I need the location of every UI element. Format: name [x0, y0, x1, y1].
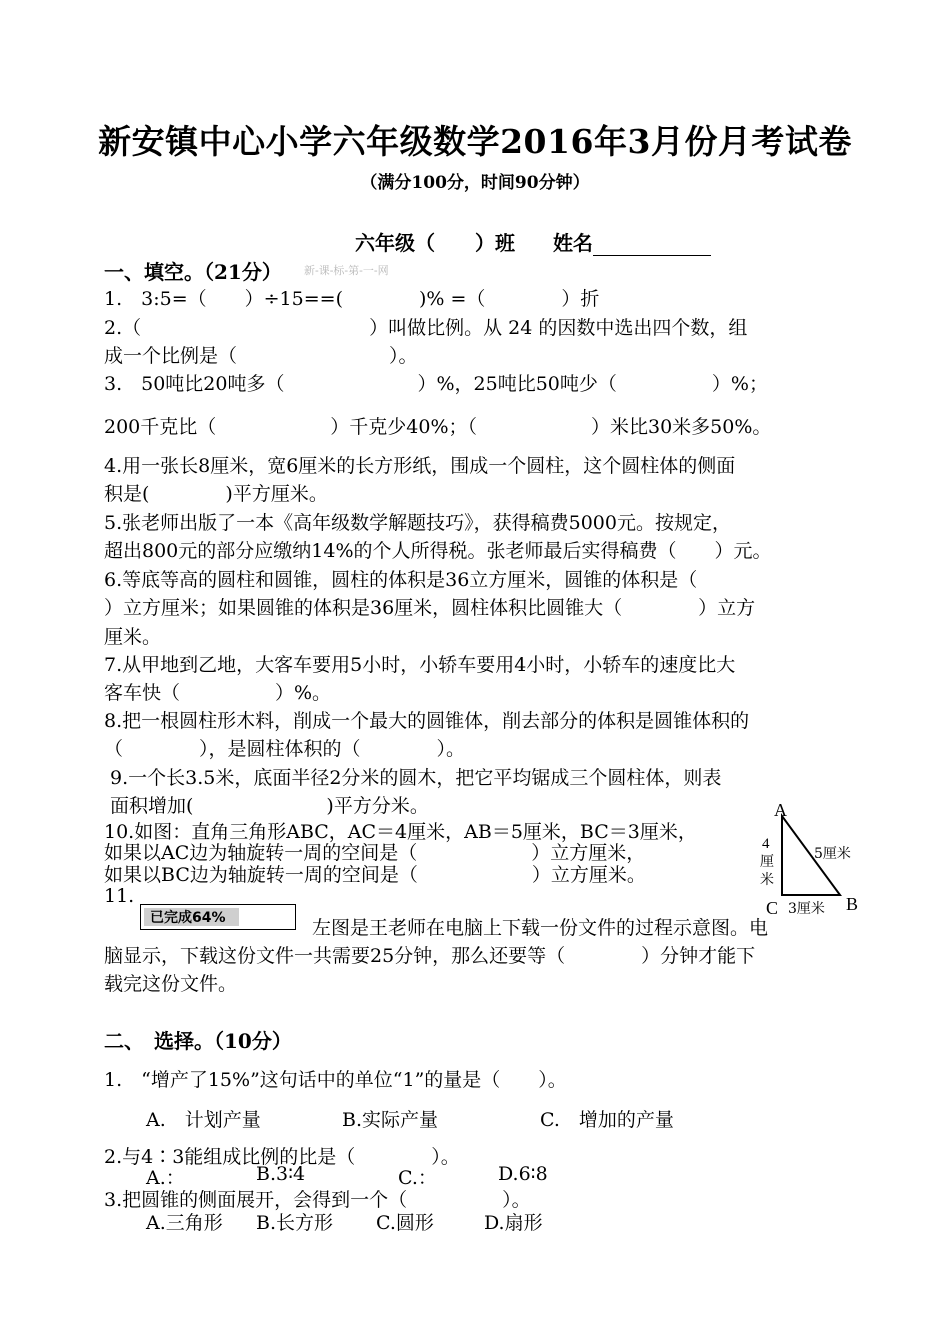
q3-option-c: C.圆形: [376, 1212, 434, 1234]
question-7-line-1: 7.从甲地到乙地，大客车要用5小时，小轿车要用4小时，小轿车的速度比大: [104, 654, 736, 676]
section-2-heading: 二、 选择。（10分）: [104, 1029, 292, 1053]
question-6-line-1: 6.等底等高的圆柱和圆锥，圆柱的体积是36立方厘米，圆锥的体积是（: [104, 569, 698, 591]
question-10-line-3: 如果以BC边为轴旋转一周的空间是（ ）立方厘米。: [104, 864, 646, 886]
question-6-line-2: ）立方厘米；如果圆锥的体积是36厘米，圆柱体积比圆锥大（ ）立方: [104, 597, 756, 619]
download-progress-bar: [140, 904, 296, 930]
question-11-line-1: 左图是王老师在电脑上下载一份文件的过程示意图。电: [312, 917, 769, 939]
class-field: [355, 227, 711, 256]
q2-option-b: B.3∶4: [256, 1163, 306, 1185]
section-1-heading: 一、填空。（21分）: [104, 260, 282, 284]
q2-option-d: D.6∶8: [498, 1163, 548, 1185]
side-ac-unit-2: 米: [760, 872, 774, 888]
q2-option-c: C.：: [398, 1167, 437, 1189]
question-7-line-2: 客车快（ ）%。: [104, 682, 332, 704]
question-6-line-3: 厘米。: [104, 626, 162, 648]
question-10-line-1: 10.如图：直角三角形ABC，AC＝4厘米，AB＝5厘米，BC＝3厘米，: [104, 821, 697, 843]
vertex-a-label: A: [774, 800, 787, 820]
side-ab-label: 5厘米: [814, 846, 851, 862]
q1-option-b: B.实际产量: [342, 1109, 439, 1131]
question-1: 1. 3:5=（ ）÷15==( )% =（ ）折: [104, 288, 600, 310]
name-blank-line: [593, 235, 711, 256]
question-2-line-2: 成一个比例是（ ）。: [104, 345, 418, 367]
question-5-line-2: 超出800元的部分应缴纳14%的个人所得税。张老师最后实得稿费（ ）元。: [104, 540, 772, 562]
page-subtitle: （满分100分，时间90分钟）: [360, 173, 590, 193]
question-4-line-2: 积是( )平方厘米。: [104, 483, 328, 505]
q3-option-b: B.长方形: [256, 1212, 334, 1234]
question-9-line-1: 9.一个长3.5米，底面半径2分米的圆木，把它平均锯成三个圆柱体，则表: [110, 767, 722, 789]
question-3-line-2: 200千克比（ ）千克少40%；（ ）米比30米多50%。: [104, 416, 772, 438]
q2-option-a: A.：: [146, 1167, 185, 1189]
question-3-line-1: 3. 50吨比20吨多（ ）%，25吨比50吨少（ ）%；: [104, 373, 768, 395]
right-triangle-figure: [752, 798, 872, 920]
choice-question-2: 2.与4∶3能组成比例的比是（ ）。: [104, 1146, 460, 1168]
side-bc-label: 3厘米: [788, 901, 825, 917]
choice-question-3: 3.把圆锥的侧面展开，会得到一个（ ）。: [104, 1189, 531, 1211]
name-label: 姓名: [552, 231, 593, 255]
question-11-line-2: 脑显示，下载这份文件一共需要25分钟，那么还要等（ ）分钟才能下: [104, 945, 756, 967]
q3-option-d: D.扇形: [484, 1212, 543, 1234]
question-8-line-2: （ ），是圆柱体积的（ ）。: [104, 738, 466, 760]
vertex-b-label: B: [846, 894, 859, 914]
page-title: 新安镇中心小学六年级数学2016年3月份月考试卷: [98, 122, 852, 161]
watermark-text: 新-课-标-第-一-网: [304, 264, 389, 277]
progress-label: 已完成64%: [150, 910, 226, 926]
question-11-number: 11.: [104, 885, 135, 907]
q1-option-a: A. 计划产量: [146, 1109, 261, 1131]
vertex-c-label: C: [766, 898, 779, 918]
question-2-line-1: 2.（ ）叫做比例。从 24 的因数中选出四个数，组: [104, 317, 748, 339]
choice-question-1: 1. “增产了15%”这句话中的单位“1”的量是（ ）。: [104, 1069, 567, 1091]
question-4-line-1: 4.用一张长8厘米，宽6厘米的长方形纸，围成一个圆柱，这个圆柱体的侧面: [104, 455, 736, 477]
question-9-line-2: 面积增加( )平方分米。: [110, 795, 429, 817]
side-ac-length: 4: [762, 836, 770, 852]
q1-option-c: C. 增加的产量: [540, 1109, 674, 1131]
side-ac-unit-1: 厘: [760, 854, 774, 870]
question-8-line-1: 8.把一根圆柱形木料，削成一个最大的圆锥体，削去部分的体积是圆锥体积的: [104, 710, 750, 732]
q3-option-a: A.三角形: [146, 1212, 223, 1234]
class-label: 六年级（ ）班: [355, 231, 515, 255]
question-5-line-1: 5.张老师出版了一本《高年级数学解题技巧》，获得稿费5000元。按规定，: [104, 512, 731, 534]
question-11-line-3: 载完这份文件。: [104, 973, 238, 995]
question-10-line-2: 如果以AC边为轴旋转一周的空间是（ ）立方厘米，: [104, 842, 646, 864]
